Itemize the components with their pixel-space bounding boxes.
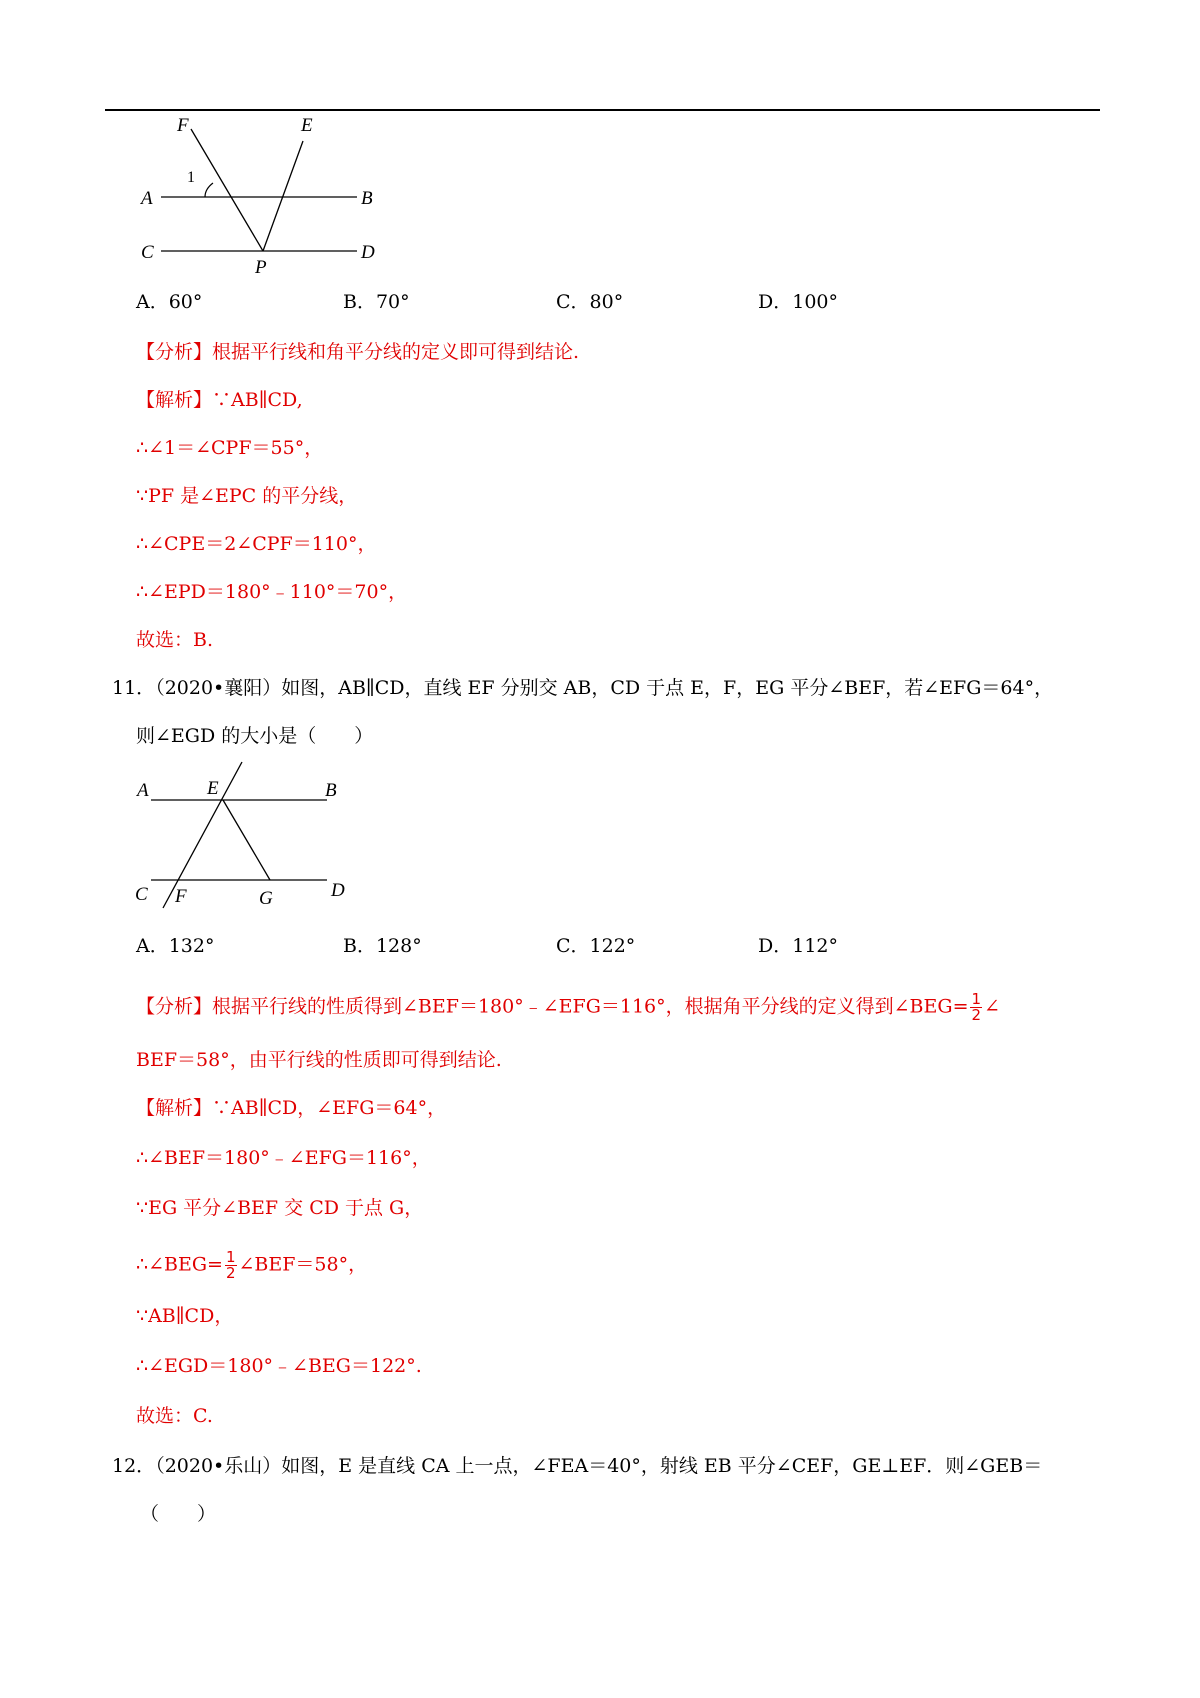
q11-analysis-text-1b: ∠ — [984, 995, 1000, 1018]
q11-analysis-line-1 — [136, 992, 1000, 1023]
q10-label-a: A — [141, 188, 153, 209]
q11-solution-step-2: ∴∠BEF＝180°﹣∠EFG＝116°， — [136, 1147, 431, 1169]
q11-segment-eg — [223, 800, 270, 880]
q11-answer-value: C. — [193, 1405, 213, 1427]
q10-answer — [136, 628, 213, 652]
q11-label-b: B — [325, 780, 337, 801]
q11-step-4a: ∴∠BEG= — [136, 1253, 223, 1276]
q10-option-c: C．80° — [556, 291, 624, 313]
q10-label-f: F — [177, 115, 189, 136]
q11-solution-step-5: ∵AB∥CD， — [136, 1305, 234, 1327]
q10-label-c: C — [141, 242, 154, 263]
q11-stem-line-2: 则∠EGD 的大小是（ ） — [136, 725, 374, 747]
q12-stem-text: 如图，E 是直线 CA 上一点，∠FEA＝40°，射线 EB 平分∠CEF，GE⊥EF．则∠GEB＝ — [281, 1455, 1043, 1477]
q11-source: （2020•襄阳） — [155, 677, 282, 699]
q12-number: 12． — [112, 1455, 156, 1477]
q12-stem-line-2: （ ） — [140, 1503, 217, 1525]
q11-label-f: F — [175, 886, 187, 907]
q10-label-p: P — [255, 257, 267, 275]
q10-angle-arc — [205, 183, 213, 197]
q11-stem-text: 如图，AB∥CD，直线 EF 分别交 AB，CD 于点 E，F，EG 平分∠BEF，若∠EFG＝64°， — [281, 677, 1054, 699]
q10-analysis — [136, 340, 579, 364]
q10-option-d: D．100° — [758, 291, 838, 313]
q10-answer-label: 故选： — [136, 629, 194, 651]
q12-source: （2020•乐山） — [155, 1455, 282, 1477]
q10-ray-pf — [191, 129, 263, 251]
q10-ray-pe — [263, 141, 303, 251]
q11-solution-step-6: ∴∠EGD＝180°﹣∠BEG＝122°. — [136, 1355, 422, 1377]
q10-analysis-text: 根据平行线和角平分线的定义即可得到结论. — [212, 341, 580, 363]
q11-option-a: A．132° — [136, 935, 215, 957]
q11-label-g: G — [259, 888, 273, 909]
q11-solution-step-3: ∵EG 平分∠BEF 交 CD 于点 G， — [136, 1197, 424, 1219]
q10-solution-step-3: ∵PF 是∠EPC 的平分线， — [136, 485, 358, 507]
q10-label-d: D — [361, 242, 375, 263]
q11-step-frac-num: 1 — [225, 1248, 236, 1266]
q10-label-e: E — [301, 115, 313, 136]
q10-solution-step-2: ∴∠1＝∠CPF＝55°， — [136, 437, 324, 459]
q10-option-a: A．60° — [136, 291, 203, 313]
q10-solution-tag: 【解析】 — [136, 389, 213, 411]
q11-analysis-frac-den: 2 — [971, 1006, 982, 1024]
q11-analysis-line-2: BEF＝58°，由平行线的性质即可得到结论. — [136, 1049, 502, 1071]
q10-figure — [135, 115, 395, 275]
q11-label-a: A — [137, 780, 149, 801]
q11-solution-step-1 — [136, 1096, 446, 1120]
q11-step-4b: ∠BEF＝58°， — [238, 1253, 368, 1276]
q11-option-d: D．112° — [758, 935, 838, 957]
q11-option-c: C．122° — [556, 935, 636, 957]
q10-solution-step-5: ∴∠EPD＝180°﹣110°＝70°， — [136, 581, 408, 603]
q11-step-frac-den: 2 — [225, 1264, 236, 1282]
q11-answer — [136, 1404, 213, 1428]
q10-label-1: 1 — [187, 169, 195, 186]
q11-solution-step-4 — [136, 1250, 367, 1281]
q12-stem-line-1 — [112, 1454, 1042, 1478]
q11-analysis-frac-num: 1 — [971, 990, 982, 1008]
q11-number: 11． — [112, 677, 156, 699]
q11-label-e: E — [207, 778, 219, 799]
q10-step-text: ∵AB∥CD, — [212, 389, 303, 411]
q10-solution-step-4: ∴∠CPE＝2∠CPF＝110°， — [136, 533, 377, 555]
q11-analysis-text-1a: 根据平行线的性质得到∠BEF＝180°﹣∠EFG＝116°，根据角平分线的定义得到∠BEG= — [212, 995, 969, 1018]
q10-analysis-tag: 【分析】 — [136, 341, 213, 363]
q11-solution-tag: 【解析】 — [136, 1097, 213, 1119]
q11-label-c: C — [135, 884, 148, 905]
q10-option-b: B．70° — [343, 291, 410, 313]
q11-option-b: B．128° — [343, 935, 422, 957]
q10-label-b: B — [361, 188, 373, 209]
q11-step-fraction — [225, 1250, 237, 1281]
q11-label-d: D — [331, 880, 345, 901]
q11-answer-label: 故选： — [136, 1405, 194, 1427]
q10-solution-step-1 — [136, 388, 303, 412]
q11-analysis-tag: 【分析】 — [136, 995, 213, 1018]
q11-figure — [135, 760, 365, 910]
q11-stem-line-1 — [112, 676, 1053, 700]
q11-analysis-fraction — [970, 992, 982, 1023]
q11-step-1-text: ∵AB∥CD，∠EFG＝64°， — [212, 1097, 447, 1119]
q10-answer-value: B. — [193, 629, 214, 651]
header-rule — [105, 109, 1100, 111]
